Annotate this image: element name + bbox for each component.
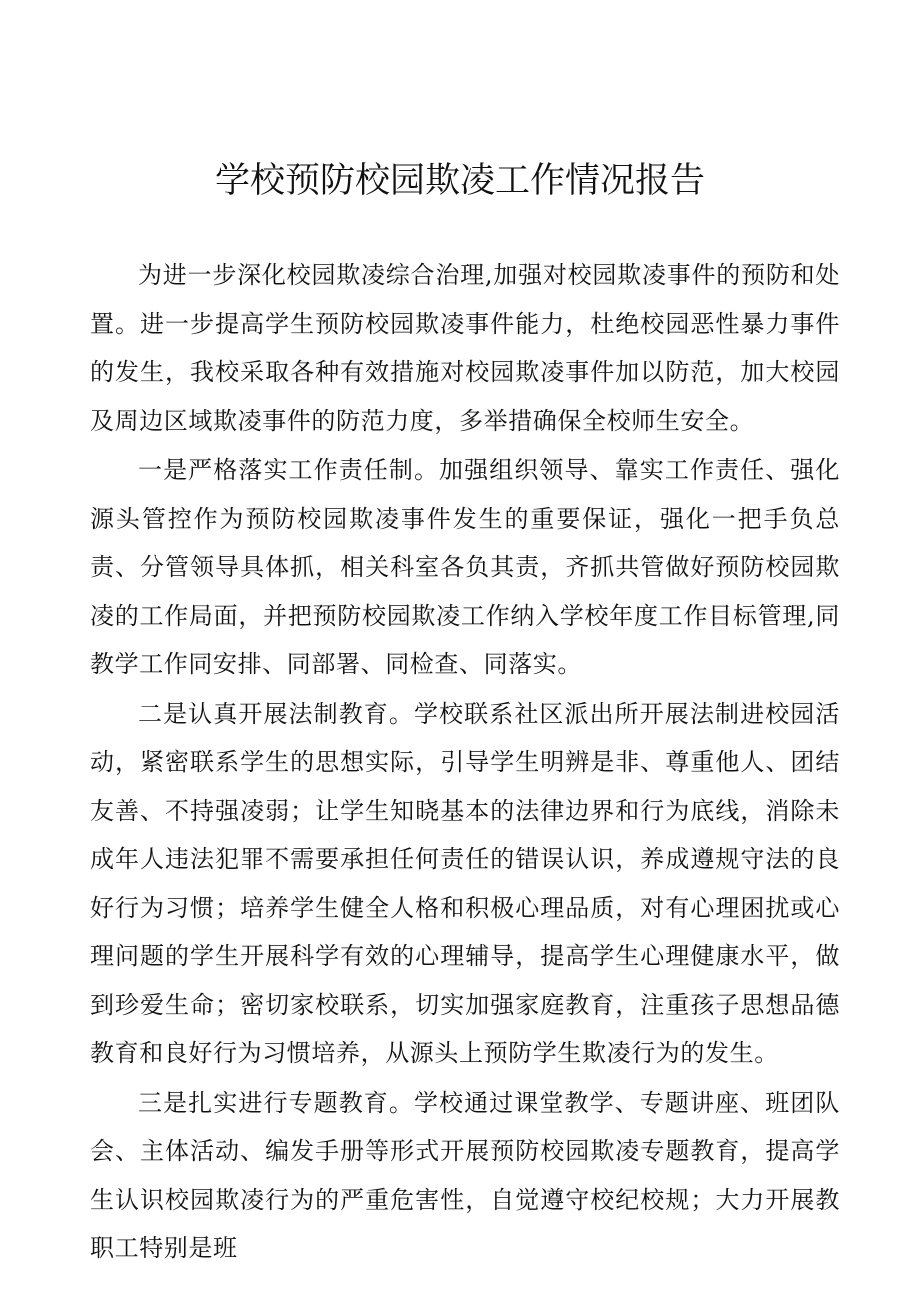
paragraph-legal-education: 二是认真开展法制教育。学校联系社区派出所开展法制进校园活动，紧密联系学生的思想实际，引导学生明辨是非、尊重他人、团结友善、不持强凌弱；让学生知晓基本的法律边界和行为底线，消除未成年人违法犯罪不需要承担任何责任的错误认识，养成遵规守法的良好行为习惯；培养学生健全人格和积极心理品质，对有心理困扰或心理问题的学生开展科学有效的心理辅导，提高学生心理健康水平，做到珍爱生命；密切家校联系，切实加强家庭教育，注重孩子思想品德教育和良好行为习惯培养，从源头上预防学生欺凌行为的发生。: [90, 699, 840, 1067]
paragraph-intro: 为进一步深化校园欺凌综合治理,加强对校园欺凌事件的预防和处置。进一步提高学生预防校园欺凌事件能力，杜绝校园恶性暴力事件的发生，我校采取各种有效措施对校园欺凌事件加以防范，加大校园及周边区域欺凌事件的防范力度，多举措确保全校师生安全。: [90, 261, 840, 435]
document-title: 学校预防校园欺凌工作情况报告: [214, 161, 705, 201]
document-body: [90, 251, 840, 1274]
paragraph-responsibility: 一是严格落实工作责任制。加强组织领导、靠实工作责任、强化源头管控作为预防校园欺凌事件发生的重要保证，强化一把手负总责、分管领导具体抓，相关科室各负其责，齐抓共管做好预防校园欺凌的工作局面，并把预防校园欺凌工作纳入学校年度工作目标管理,同教学工作同安排、同部署、同检查、同落实。: [90, 456, 840, 678]
paragraph-special-education: 三是扎实进行专题教育。学校通过课堂教学、专题讲座、班团队会、主体活动、编发手册等形式开展预防校园欺凌专题教育，提高学生认识校园欺凌行为的严重危害性，自觉遵守校纪校规；大力开展教职工特别是班: [90, 1088, 840, 1262]
